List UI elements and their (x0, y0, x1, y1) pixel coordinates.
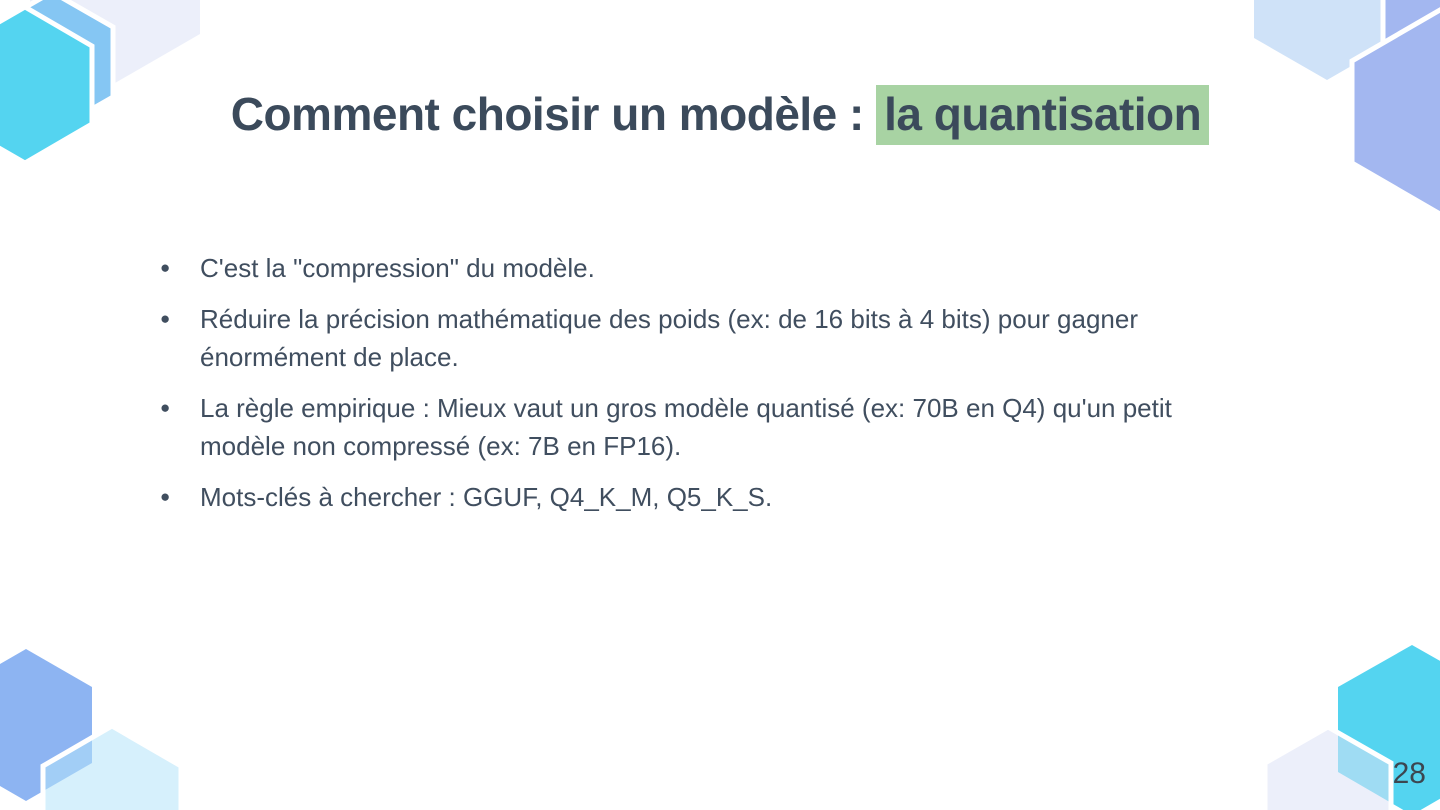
list-item (160, 389, 1200, 465)
list-item (160, 300, 1200, 376)
title-highlight: la quantisation (876, 85, 1209, 145)
page-number: 28 (1392, 757, 1426, 790)
bullet-icon: ● (160, 487, 171, 506)
bullet-icon: ● (160, 398, 171, 417)
list-item (160, 249, 1200, 287)
bullet-text: Mots-clés à chercher : GGUF, Q4_K_M, Q5_K_S. (200, 482, 773, 512)
bullet-text: Réduire la précision mathématique des poids (ex: de 16 bits à 4 bits) pour gagner énormément de place. (200, 304, 1138, 372)
bullet-text: C'est la "compression" du modèle. (200, 253, 595, 283)
list-item (160, 478, 1200, 516)
bullet-list (160, 249, 1200, 529)
bullet-icon: ● (160, 309, 171, 328)
slide-title (0, 84, 1440, 144)
bullet-text: La règle empirique : Mieux vaut un gros modèle quantisé (ex: 70B en Q4) qu'un petit modèle non compressé (ex: 7B en FP16). (200, 393, 1172, 461)
bullet-icon: ● (160, 258, 171, 277)
title-text: Comment choisir un modèle : (230, 88, 877, 140)
